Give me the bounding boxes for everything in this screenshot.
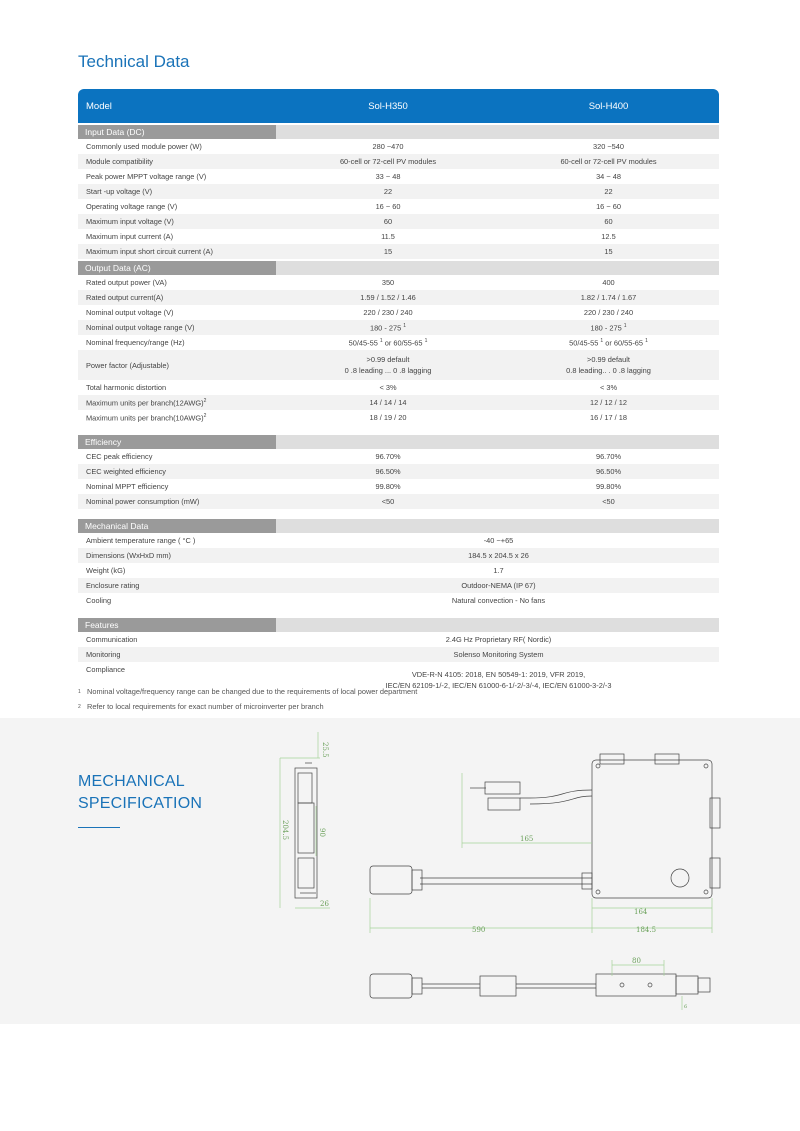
section-label: Features <box>78 618 276 632</box>
section-efficiency <box>78 435 719 449</box>
table-row: Rated output current(A) 1.59 / 1.52 / 1.46 1.82 / 1.74 / 1.67 <box>78 290 719 305</box>
table-row: Communication 2.4G Hz Proprietary RF( Nordic) <box>86 635 552 644</box>
table-header <box>78 89 719 123</box>
table-row: Enclosure rating Outdoor-NEMA (IP 67) <box>78 578 719 593</box>
dim-26: 26 <box>320 900 329 908</box>
table-row: Dimensions (WxHxD mm) 184.5 x 204.5 x 26 <box>78 548 719 563</box>
table-row: Maximum input current (A) 11.5 12.5 <box>86 232 616 241</box>
table-row: Cooling Natural convection - No fans <box>86 596 546 605</box>
section-input-data <box>78 125 719 139</box>
footnote: 2 Refer to local requirements for exact number of microinverter per branch <box>78 702 324 711</box>
header-model: Model <box>86 100 112 112</box>
table-row: Nominal MPPT efficiency 99.80% 99.80% <box>86 482 622 491</box>
dim-80: 80 <box>632 957 641 965</box>
table-row: Nominal output voltage range (V) 180 - 275 $^1$ 180 - 275 $^1$ <box>78 320 719 335</box>
header-sol-h350: Sol-H350 <box>368 100 408 112</box>
table-row: CEC weighted efficiency 96.50% 96.50% <box>78 464 719 479</box>
table-row: Total harmonic distortion < 3% < 3% <box>86 383 618 392</box>
table-row: Maximum input short circuit current (A) 15 15 <box>78 244 719 259</box>
dim-590: 590 <box>472 926 486 934</box>
section-label: Input Data (DC) <box>78 125 276 139</box>
table-row: Operating voltage range (V) 16 ~ 60 16 ~ 60 <box>86 202 621 211</box>
dim-6: 6 <box>684 1004 688 1010</box>
table-row: Module compatibility 60-cell or 72-cell PV modules 60-cell or 72-cell PV modules <box>78 154 719 169</box>
dim-25-5: 25.5 <box>321 742 329 758</box>
dim-165: 165 <box>520 835 534 843</box>
section-label: Efficiency <box>78 435 276 449</box>
mechanical-drawing <box>0 718 800 1024</box>
dim-184-5: 184.5 <box>636 926 657 934</box>
table-row: Rated output power (VA) 350 400 <box>86 278 615 287</box>
dim-90: 90 <box>318 828 326 837</box>
table-row: Commonly used module power (W) 280 ~470 320 ~540 <box>86 142 625 151</box>
table-row: Monitoring Solenso Monitoring System <box>78 647 719 662</box>
table-row: Compliance VDE-R-N 4105: 2018, EN 50549-1: 2019, VFR 2019, IEC/EN 62109-1/-2, IEC/EN 61000-6-1/-2/-3/-4, IEC/EN 61000-3-2/-3 <box>86 665 612 690</box>
section-label: Output Data (AC) <box>78 261 276 275</box>
table-row: CEC peak efficiency 96.70% 96.70% <box>86 452 622 461</box>
table-row: Power factor (Adjustable) >0.99 default 0 .8 leading ... 0 .8 lagging >0.99 default 0.8 leading.. . 0 .8 lagging <box>78 350 719 380</box>
top-view-drawing <box>370 754 720 898</box>
table-row: Nominal output voltage (V) 220 / 230 / 240 220 / 230 / 240 <box>86 308 634 317</box>
header-sol-h400: Sol-H400 <box>588 100 629 112</box>
bottom-view-drawing <box>370 974 710 998</box>
technical-data-table <box>78 89 719 692</box>
section-label: Mechanical Data <box>78 519 276 533</box>
table-row: Ambient temperature range ( °C ) -40 ~+65 <box>86 536 514 545</box>
table-row: Peak power MPPT voltage range (V) 33 ~ 48 34 ~ 48 <box>86 172 621 181</box>
page-title: Technical Data <box>78 52 190 71</box>
section-mechanical-data <box>78 519 719 533</box>
dim-164: 164 <box>634 908 648 916</box>
section-features <box>78 618 719 632</box>
footnotes <box>78 684 417 714</box>
dim-204-5: 204.5 <box>281 820 289 841</box>
table-row: Maximum units per $branch(10AWG)^2$ 18 / 19 / 20 16 / 17 / 18 <box>86 412 627 423</box>
mechanical-specification-section <box>0 718 800 1024</box>
table-row: Start -up voltage (V) 22 22 <box>78 184 719 199</box>
mechanical-specification-title: MECHANICAL SPECIFICATION <box>78 773 203 812</box>
section-output-data <box>78 261 719 275</box>
table-row: Nominal power consumption (mW) <50 <50 <box>78 494 719 509</box>
footnote: 1 Nominal voltage/frequency range can be changed due to the requirements of local power department <box>78 687 418 696</box>
table-row: Maximum input voltage (V) 60 60 <box>78 214 719 229</box>
table-row: Maximum units per $branch(12AWG)^2$ 14 / 14 / 14 12 / 12 / 12 <box>78 395 719 410</box>
table-row: Nominal frequency/range (Hz) 50/45-55 $^1$ or 60/55-65 $^1$ 50/45-55 $^1$ or 60/55-65 $^1$ <box>86 337 648 348</box>
table-row: Weight (kG) 1.7 <box>86 566 504 575</box>
